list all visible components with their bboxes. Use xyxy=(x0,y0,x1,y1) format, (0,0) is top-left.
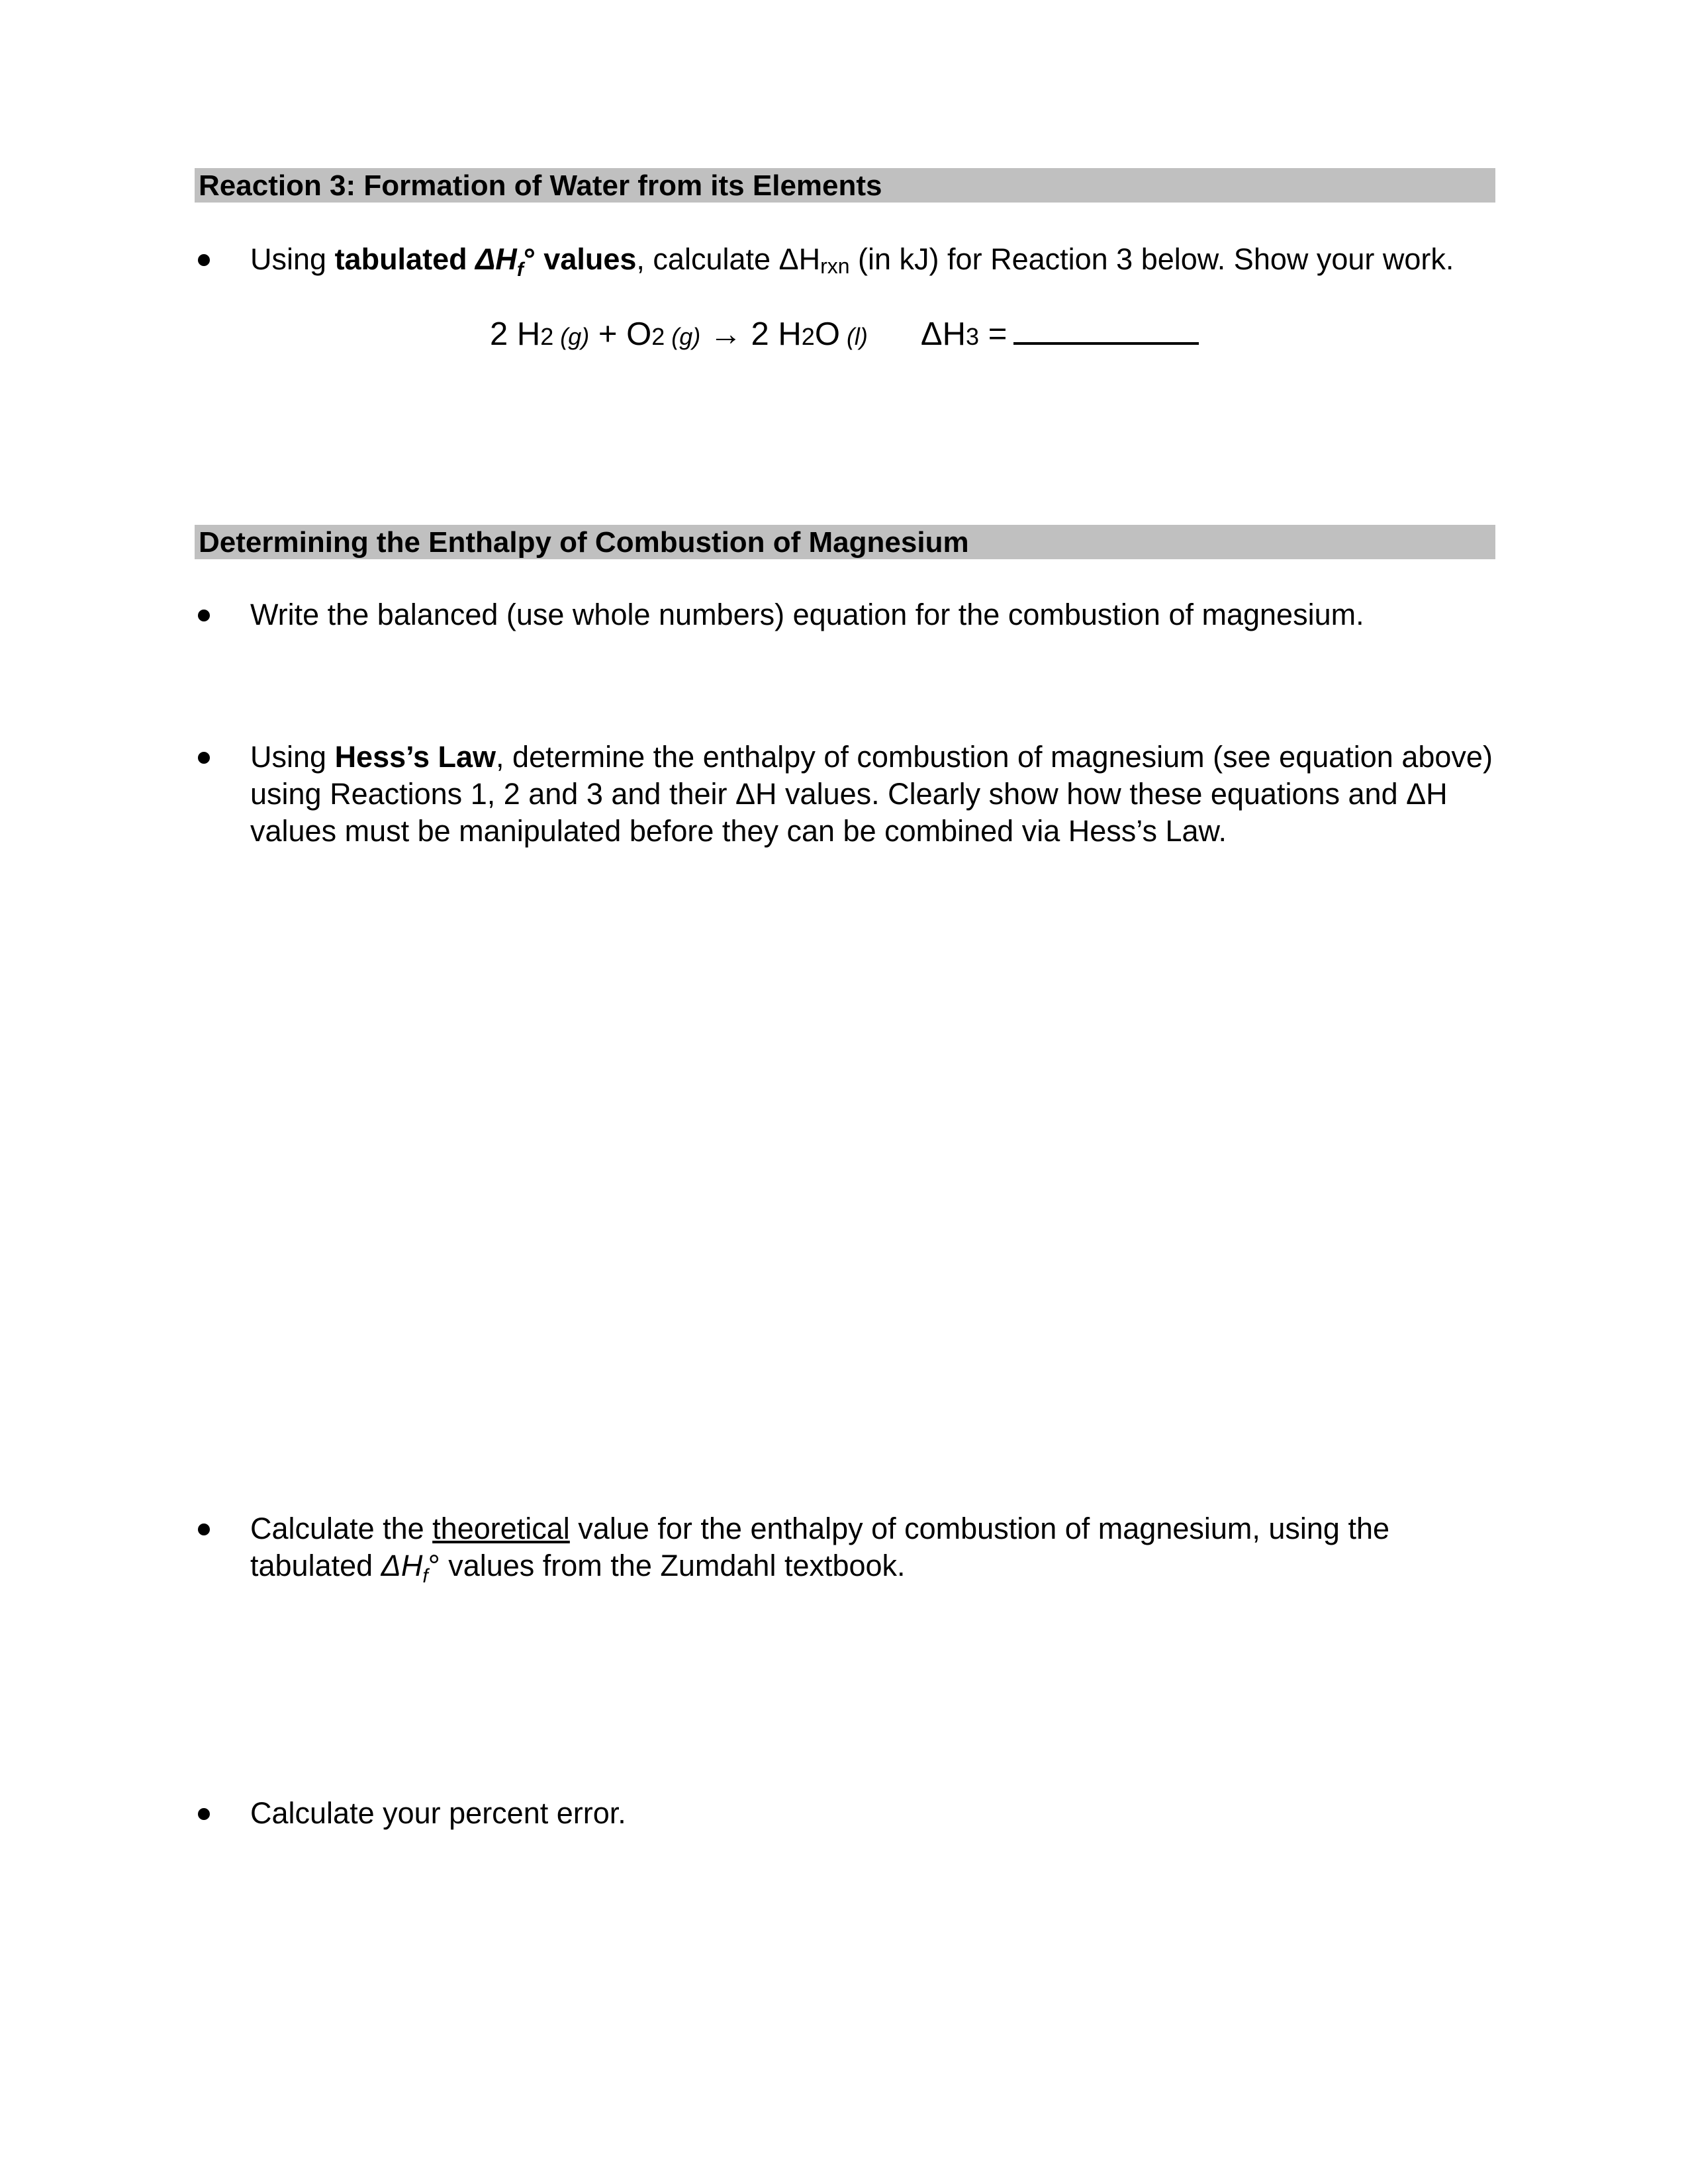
instruction-theoretical-value: Calculate the theoretical value for the enthalpy of combustion of magnesium, using the tabulated $\Delta H_f^\circ$ values from the Zumdahl textbook. xyxy=(250,1512,1390,1587)
answer-blank[interactable] xyxy=(1013,316,1199,345)
instruction-hess-law: Using Hess’s Law, determine the enthalpy of combustion of magnesium (see equation above) using Reactions 1, 2 and 3 and their ΔH values. Clearly show how these equations and ΔH values must be manipulated before they can be combined via Hess’s Law. xyxy=(250,740,1493,848)
instruction-balanced-equation: Write the balanced (use whole numbers) equation for the combustion of magnesium. xyxy=(250,598,1364,631)
bullet-icon xyxy=(198,1524,210,1535)
reaction-3-equation: 2 H2 (g) + O2 (g) → 2 H2O (l) ΔH3 = xyxy=(490,311,1199,357)
instruction-calculate-dh-rxn: Using tabulated $\Delta H_f^\circ$ values, calculate $\Delta H_{rxn}$ (in kJ) for Reaction 3 below. Show your work. xyxy=(250,242,1454,281)
bullet-icon xyxy=(198,752,210,764)
bullet-icon xyxy=(198,1808,210,1820)
section-header-reaction-3: Reaction 3: Formation of Water from its Elements xyxy=(195,168,1495,203)
bullet-icon xyxy=(198,254,210,266)
bullet-icon xyxy=(198,610,210,621)
instruction-percent-error: Calculate your percent error. xyxy=(250,1796,626,1830)
section-header-enthalpy-combustion: Determining the Enthalpy of Combustion of Magnesium xyxy=(195,525,1495,559)
